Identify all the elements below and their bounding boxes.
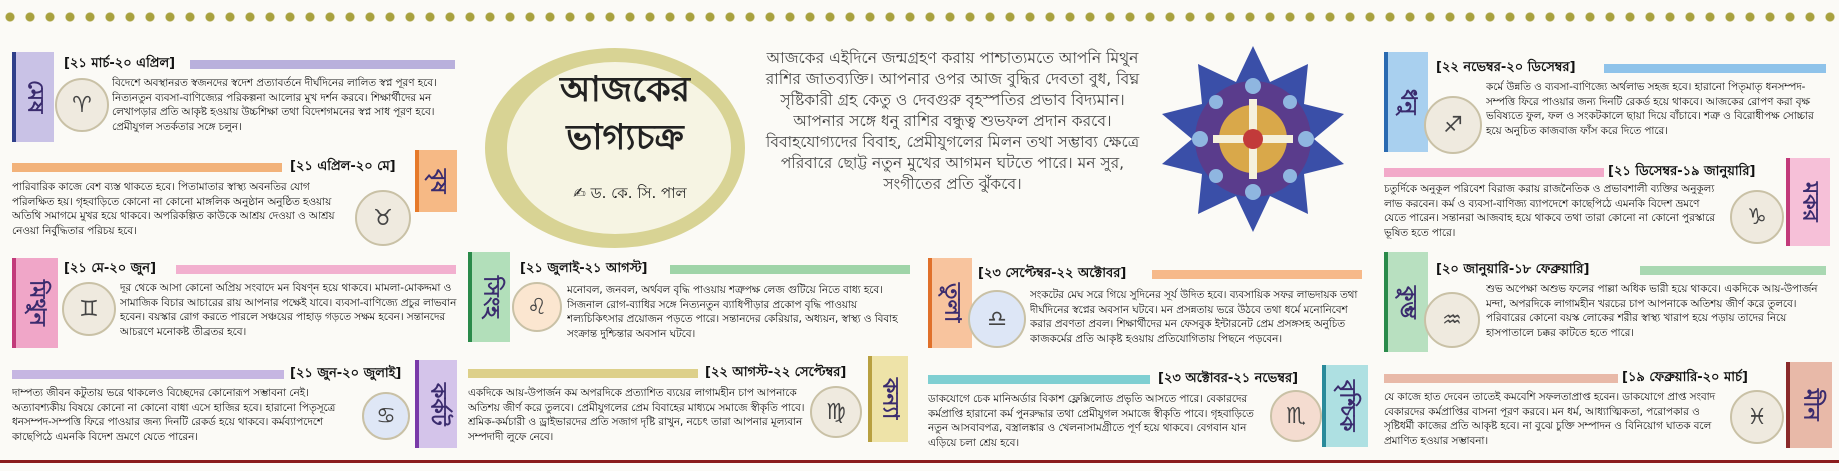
aquarius-icon: ♒ bbox=[1424, 292, 1480, 348]
capricorn-icon: ♑ bbox=[1730, 190, 1784, 244]
title-line-1: আজকের bbox=[560, 69, 690, 110]
date-mesh: [২১ মার্চ-২০ এপ্রিল] bbox=[64, 56, 176, 71]
forecast-tula: সংকটের মেঘ সরে গিয়ে সুদিনের সূর্য উদিত হবে। ব্যবসায়িক সফর লাভদায়ক তথা দীর্ঘদিনের স্বপ্নের অবসান ঘটবে। মন প্রসন্নতায় ভরে উঠবে তথা ধর্মে মনোনিবেশ করার প্রবণতা প্রবল। শিক্ষার্থীদের মন ফেসবুক ইন্টারনেট প্রেম প্রসঙ্গসহ অনুচিত কাজকর্মের প্রতি আকৃষ্ট হওয়ায় প্রতিযোগিতায় পিছনে পড়বেন। bbox=[1030, 289, 1358, 345]
sagittarius-icon: ♐ bbox=[1424, 96, 1482, 154]
leo-icon: ♌ bbox=[512, 282, 562, 332]
sign-label-makar: মকর bbox=[1786, 158, 1830, 246]
bar-kanya bbox=[468, 369, 698, 378]
date-dhanu: [২২ নভেম্বর-২০ ডিসেম্বর] bbox=[1436, 60, 1576, 75]
bar-mithun bbox=[176, 265, 456, 274]
dotted-border-top bbox=[0, 10, 1839, 24]
date-singha: [২১ জুলাই-২১ আগস্ট] bbox=[520, 261, 648, 276]
forecast-singha: মনোবল, জনবল, অর্থবল বৃদ্ধি পাওয়ায় শত্রুপক্ষ লেজ গুটিয়ে নিতে বাধ্য হবে। সিজনাল রোগ-ব্যাধির সঙ্গে নিত্যনতুন ব্যাধিপীড়ার প্রকোপ বৃদ্ধি পাওয়ায় শল্যচিকিৎসার প্রয়োজন পড়তে পারে। সন্তানদের কেরিয়ার, অধ্যয়ন, স্বাস্থ্য ও বিবাহ সংক্রান্ত দুশ্চিন্তার অবসান ঘটবে। bbox=[567, 284, 898, 340]
aries-icon: ♈ bbox=[55, 78, 109, 132]
forecast-meen: যে কাজে হাত দেবেন তাতেই কমবেশি সফলতাপ্রাপ্ত হবেন। ডাকযোগে প্রাপ্ত সংবাদ বেকারদের কর্মপ্রাপ্তির বাসনা পূরণ করবে। মন ধর্ম, আধ্যাত্মিকতা, পরোপকার ও সৃষ্টিধর্মী কাজের প্রতি আকৃষ্ট হবে। না বুঝে চুক্তি সম্পাদন ও বিনিয়োগ ঘাতক বলে প্রমাণিত হওয়ার সম্ভাবনা। bbox=[1384, 391, 1716, 447]
virgo-icon: ♍ bbox=[810, 386, 862, 438]
bar-mesh bbox=[190, 60, 455, 69]
bar-kumbha bbox=[1640, 266, 1826, 275]
page-title bbox=[520, 66, 730, 162]
sign-label-mithun: মিথুন bbox=[12, 258, 58, 348]
libra-icon: ♎ bbox=[968, 290, 1026, 348]
sign-label-brishchik: বৃশ্চিক bbox=[1322, 365, 1368, 447]
sign-label-singha: সিংহ bbox=[468, 252, 510, 342]
bar-brisha bbox=[12, 163, 282, 172]
taurus-icon: ♉ bbox=[355, 190, 411, 246]
bar-meen bbox=[1384, 374, 1618, 383]
sign-label-mesh: মেষ bbox=[12, 52, 54, 142]
sign-label-kumbha: কুম্ভ bbox=[1384, 252, 1428, 352]
forecast-karkat: দাম্পত্য জীবন কটুতায় ভরে থাকলেও বিচ্ছেদের কোনোরূপ সম্ভাবনা নেই। অত্যাবশ্যকীয় বিষয়ে কোনো না কোনো বাধা এসে হাজির হবে। হারানো পিতৃসূত্রে ধনসম্পদ-সম্পত্তি ফিরে পাওয়ার জন্য দিনটি রেকর্ড হয়ে থাকবে। কর্মব্যাপদেশে কাছেপিঠে এমনকি বিদেশ ভ্রমণে যেতে পারেন। bbox=[12, 387, 336, 443]
bar-singha bbox=[670, 265, 910, 274]
date-meen: [১৯ ফেব্রুয়ারি-২০ মার্চ] bbox=[1622, 370, 1748, 385]
forecast-dhanu: কর্মে উন্নতি ও ব্যবসা-বাণিজ্যে অর্থলাভ সহজ হবে। হারানো পিতৃমাতৃ ধনসম্পদ-সম্পত্তি ফিরে পাওয়ার জন্য দিনটি রেকর্ড হয়ে থাকবে। আজকের রোপণ করা বৃক্ষ ভবিষ্যতে ফুল, ফল ও সংকটকালে ছায়া দিয়ে বাঁচাবে। শত্রু ও বিরোধীপক্ষ সোচ্চার হয়ে অনুচিত কাজবাজ ফাঁস করে দিতে পারে। bbox=[1486, 81, 1814, 137]
bar-brishchik bbox=[928, 375, 1150, 384]
bar-tula bbox=[1152, 270, 1362, 279]
forecast-brishchik: ডাকযোগে চেক মানিঅর্ডার বিকাশ ফ্লেক্সিলোড প্রভৃতি আসতে পারে। বেকারদের কর্মপ্রাপ্তি হারানো কর্ম পুনরুদ্ধার তথা প্রেমীযুগল সমাজে স্বীকৃতি পাবে। গৃহবাড়িতে নতুন আসবাবপত্র, বস্ত্রালঙ্কার ও খেলনাসামগ্রীতে পূর্ণ হয়ে থাকবে। বেগবান যান এড়িয়ে চলা শ্রেয় হবে। bbox=[928, 393, 1254, 449]
bar-karkat bbox=[12, 370, 284, 379]
zodiac-wheel-image bbox=[1158, 44, 1348, 234]
forecast-kumbha: শুভ অপেক্ষা অশুভ ফলের পাল্লা অধিক ভারী হয়ে থাকবে। একদিকে আয়-উপার্জন মন্দা, অপরদিকে লাগামহীন খরচের চাপ আপনাকে অতিশয় জীর্ণ করে তুলবে। পরিবারের কোনো বয়স্ক লোকের শরীর স্বাস্থ্য খারাপ হয়ে পড়ায় তাদের নিয়ে হাসপাতালে চক্কর কাটতে হতে পারে। bbox=[1486, 283, 1818, 339]
date-brisha: [২১ এপ্রিল-২০ মে] bbox=[290, 159, 396, 174]
cancer-icon: ♋ bbox=[362, 392, 410, 440]
bar-dhanu bbox=[1604, 64, 1826, 73]
pisces-icon: ♓ bbox=[1730, 390, 1784, 444]
sign-label-karkat: কর্কট bbox=[415, 360, 457, 448]
date-kanya: [২২ আগস্ট-২২ সেপ্টেম্বর] bbox=[705, 365, 847, 380]
gemini-icon: ♊ bbox=[62, 282, 116, 336]
forecast-makar: চতুর্দিকে অনুকূল পরিবেশ বিরাজ করায় রাজনৈতিক ও প্রভাবশালী ব্যক্তির অনুকূল্য লাভ করবেন। কর্ম ও ব্যবসা-বাণিজ্য ব্যাপদেশে কাছেপিঠে এমনকি বিদেশ ভ্রমণে যেতে পারেন। সন্তানরা আজবাহ হয়ে থাকবে তথা তারা কোনো না কোনো পুরস্কারে ভূষিত হতে পারে। bbox=[1384, 183, 1715, 239]
bottom-rule bbox=[0, 460, 1839, 463]
author: ✍ ড. কে. সি. পাল bbox=[573, 184, 687, 202]
sign-label-meen: মীন bbox=[1786, 362, 1832, 448]
bar-makar bbox=[1384, 168, 1604, 177]
date-makar: [২১ ডিসেম্বর-১৯ জানুয়ারি] bbox=[1608, 164, 1756, 179]
sign-label-kanya: কন্যা bbox=[868, 356, 908, 442]
date-mithun: [২১ মে-২০ জুন] bbox=[64, 261, 157, 276]
date-kumbha: [২০ জানুয়ারি-১৮ ফেব্রুয়ারি] bbox=[1436, 262, 1590, 277]
sign-label-dhanu: ধনু bbox=[1384, 52, 1428, 152]
scorpio-icon: ♏ bbox=[1270, 390, 1322, 442]
forecast-kanya: একদিকে আয়-উপার্জন কম অপরদিকে প্রত্যাশিত ব্যয়ের লাগামহীন চাপ আপনাকে অতিশয় জীর্ণ করে তুলবে। প্রেমীযুগলের প্রেম বিবাহের মাধ্যমে সমাজে স্বীকৃতি পাবে। শ্রমিক-কর্মচারী ও ড্রাইভারদের প্রতি সজাগ দৃষ্টি রাখুন, নচেৎ তারা আপনার মূল্যবান সম্পদাদী লুফে নেবে। bbox=[468, 387, 805, 443]
date-tula: [২৩ সেপ্টেম্বর-২২ অক্টোবর] bbox=[978, 266, 1127, 281]
sign-label-brisha: বৃষ bbox=[415, 150, 457, 212]
date-karkat: [২১ জুন-২০ জুলাই] bbox=[290, 366, 402, 381]
date-brishchik: [২৩ অক্টোবর-২১ নভেম্বর] bbox=[1158, 371, 1299, 386]
forecast-mesh: বিদেশে অবস্থানরত স্বজনদের স্বদেশ প্রত্যাবর্তনে দীর্ঘদিনের লালিত স্বপ্ন পূরণ হবে। নিত্যনতুন ব্যবসা-বাণিজ্যের পরিকল্পনা আলোর মুখ দর্শন করবে। শিক্ষার্থীদের মন লেখাপড়ার প্রতি আকৃষ্ট হওয়ায় উচ্চশিক্ষা তথা বিদেশগমনের স্বপ্ন সাধ পূরণ হবে। প্রেমীযুগল সতর্কতার সঙ্গে চলুন। bbox=[112, 77, 437, 133]
title-line-2: ভাগ্যচক্র bbox=[566, 117, 684, 158]
forecast-brisha: পারিবারিক কাজে বেশ ব্যস্ত থাকতে হবে। পিতামাতার স্বাস্থ্য অবনতির যোগ পরিলক্ষিত হয়। গৃহবাড়িতে কোনো না কোনো মাঙ্গলিক অনুষ্ঠান অনুষ্ঠিত হওয়ায় অতিথি সমাগমে মুখর হয়ে থাকবে। অপরিকল্পিত কাউকে আশ্রয় দেওয়া ও আশ্রয় নেওয়া নির্বুদ্ধিতার পরিচয় হবে। bbox=[12, 181, 335, 237]
birthday-intro: আজকের এইদিনে জন্মগ্রহণ করায় পাশ্চাত্যমতে আপনি মিথুন রাশির জাতব্যক্তি। আপনার ওপর আজ বুদ্ধির দেবতা বুধ, বিঘ্ন সৃষ্টিকারী গ্রহ কেতু ও দেবগুরু বৃহস্পতির প্রভাব বিদ্যমান। আপনার সঙ্গে ধনু রাশির বন্ধুত্ব শুভফল প্রদান করবে। বিবাহযোগ্যদের বিবাহ, প্রেমীযুগলের মিলন তথা সম্ভাব্য ক্ষেত্রে পরিবারে ছোট্ট নতুন মুখের আগমন ঘটতে পারে। মন সুর, সংগীতের প্রতি ঝুঁকবে। bbox=[765, 49, 1140, 193]
sign-label-tula: তুলা bbox=[928, 258, 972, 348]
forecast-mithun: দূর থেকে আসা কোনো অপ্রিয় সংবাদে মন বিষণ্ন হয়ে থাকবে। মামলা-মোকদ্দমা ও সামাজিক বিচার আচারের রায় আপনার পক্ষেই যাবে। ব্যবসা-বাণিজ্যে প্রচুর লাভবান হবেন। বয়স্কার রোগ করতে পারলে সঞ্চয়ের পাহাড় গড়তে সক্ষম হবেন। সন্তানদের আচরণে মনোকষ্ট তীব্রতর হবে। bbox=[120, 282, 457, 338]
author-name: ড. কে. সি. পাল bbox=[590, 184, 687, 202]
